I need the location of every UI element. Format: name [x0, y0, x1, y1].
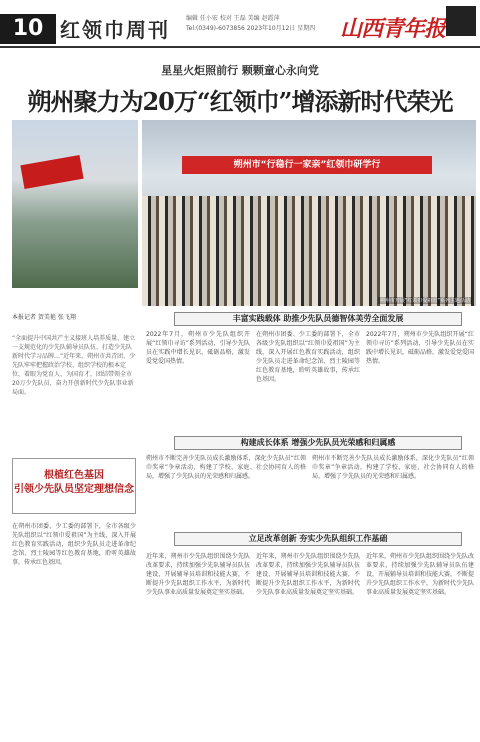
section-heading-2: 构建成长体系 增强少先队员光荣感和归属感: [174, 436, 462, 450]
editors-line: 编辑 任小宏 校对 王磊 美编 赵霞萍: [186, 15, 280, 22]
intro-text: “全面提升中国共产主义接班人培养质量、建立一支规范化的少先队辅导员队伍、打造少先队新时代学习品牌…”近年来，朔州市共青团、少先队牢牢把握政治学校、组织学校的根本定位，着眼为党育人、为国育才，团结带领全市20万少先队员，奋力开创新时代少先队事业新局面。: [12, 335, 136, 396]
red-flag-shape: [20, 155, 83, 189]
photo-flag-ceremony: [12, 120, 138, 288]
qr-code-icon: [446, 6, 476, 36]
contact-line: Tel:(0349)-6073856 2023年10月12日 星期四: [186, 25, 316, 32]
masthead: [0, 0, 480, 48]
newspaper-logo: 山西青年报: [340, 16, 446, 42]
page-title: 朔州聚力为20万“红领巾”增添新时代荣光: [27, 87, 453, 116]
byline: 本报记者 贺美艳 张飞翔: [12, 314, 76, 321]
header-rule: [0, 46, 480, 48]
photo-crowd: [142, 196, 476, 306]
sidebar-text: 根植红色基因 引领少先队员坚定理想信念: [14, 470, 134, 495]
article-body-col1: 在朔州市团委、少工委的部署下，全市各级少先队组织以“红领巾爱祖国”为主线，深入开展红色教育实践活动，组织少先队员走进革命纪念馆、烈士陵园等红色教育基地，聆听英雄故事，传承红色基因。: [12, 523, 136, 566]
article-body-col9: 近年来，朔州市少先队组织围绕少先队改革要求，持续加强少先队辅导员队伍建设，开展辅导员培训和技能大赛，不断提升少先队组织工作水平，为新时代少先队事业高质量发展奠定坚实基础。: [366, 553, 474, 596]
section-heading-1: 丰富实践载体 助推少先队员德智体美劳全面发展: [174, 312, 462, 326]
page-number: 10: [0, 14, 56, 44]
sidebar-heading: [12, 458, 136, 514]
article-body-col8: 近年来，朔州市少先队组织围绕少先队改革要求，持续加强少先队辅导员队伍建设，开展辅导员培训和技能大赛，不断提升少先队组织工作水平，为新时代少先队事业高质量发展奠定坚实基础。: [256, 553, 360, 596]
photo-group: [142, 120, 476, 306]
section-heading-3: 立足改革创新 夯实少先队组织工作基础: [174, 532, 462, 546]
article-body-col6: 朔州市不断完善少先队员成长激励体系，深化少先队员“红领巾奖章”争章活动，构建了学校、家庭、社会协同育人的格局，增强了少先队员的光荣感和归属感。: [312, 455, 474, 480]
article-body-col3: 在朔州市团委、少工委的部署下，全市各级少先队组织以“红领巾爱祖国”为主线，深入开展红色教育实践活动，组织少先队员走进革命纪念馆、烈士陵园等红色教育基地，聆听英雄故事，传承红色基因。: [256, 331, 360, 383]
subheadline: 星星火炬照前行 颗颗童心永向党: [161, 64, 319, 77]
article-body-col7: 近年来，朔州市少先队组织围绕少先队改革要求，持续加强少先队辅导员队伍建设，开展辅导员培训和技能大赛，不断提升少先队组织工作水平，为新时代少先队事业高质量发展奠定坚实基础。: [146, 553, 250, 596]
article-body-col5: 朔州市不断完善少先队员成长激励体系，深化少先队员“红领巾奖章”争章活动，构建了学校、家庭、社会协同育人的格局，增强了少先队员的光荣感和归属感。: [146, 455, 306, 480]
article-body-col2: 2022年7月，朔州市少先队组织开展“红领巾寻访”系列活动，引导少先队员在实践中增长见识，砥砺品格，激发爱党爱国热情。: [146, 331, 250, 365]
editor-info: [186, 14, 336, 34]
section-title: 红领巾周刊: [60, 18, 170, 42]
article-body-col4: 2022年7月，朔州市少先队组织开展“红领巾寻访”系列活动，引导少先队员在实践中增长见识，砥砺品格，激发爱党爱国热情。: [366, 331, 474, 365]
photo-caption: 朔州市开展“红领巾爱祖国”系列主题活动: [379, 298, 470, 304]
photo-banner: 朔州市“行稳行一家亲”红领巾研学行: [182, 156, 432, 174]
